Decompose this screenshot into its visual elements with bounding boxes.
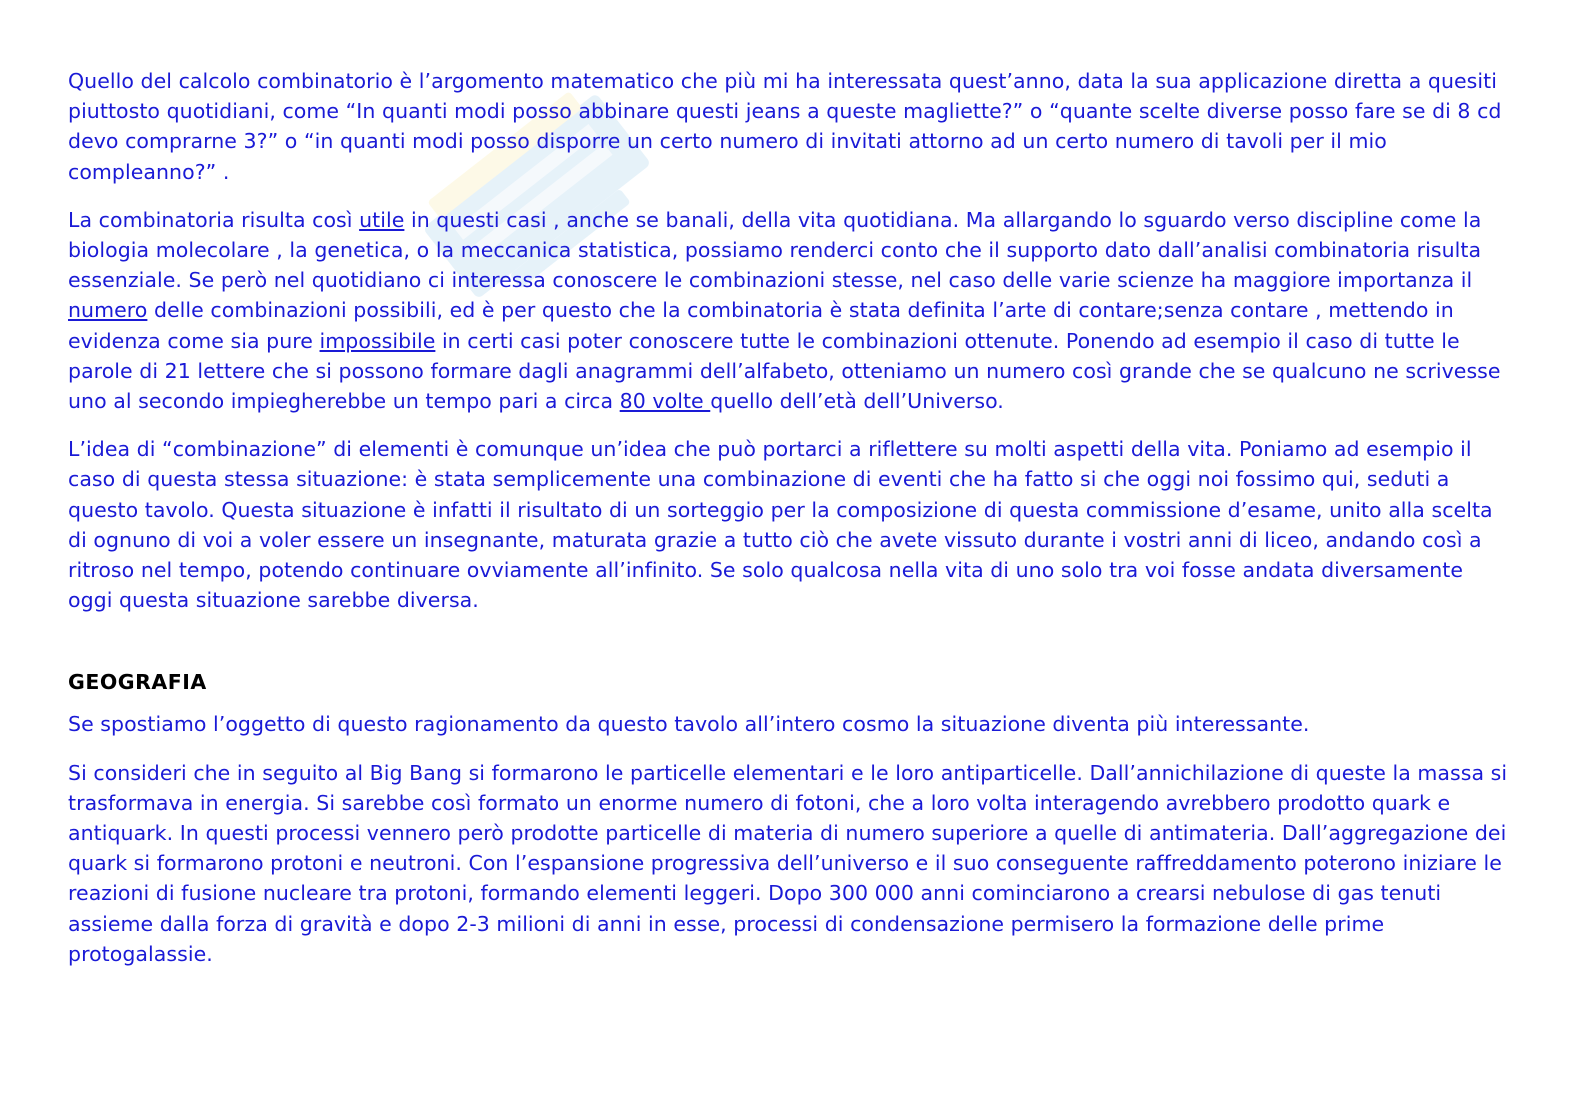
document-page bbox=[68, 66, 1508, 987]
paragraph-combination-idea: L’idea di “combinazione” di elementi è comunque un’idea che può portarci a riflettere su molti aspetti della vita. Poniamo ad esempio il caso di questa stessa situazione: è stata semplicemente una combinazione di eventi che ha fatto si che oggi noi fossimo qui, seduti a questo tavolo. Questa situazione è infatti il risultato di un sorteggio per la composizione di questa commissione d’esame, unito alla scelta di ognuno di voi a voler essere un insegnante, maturata grazie a tutto ciò che avete vissuto durante i vostri anni di liceo, andando così a ritroso nel tempo, potendo continuare ovviamente all’infinito. Se solo qualcosa nella vita di uno solo tra voi fosse andata diversamente oggi questa situazione sarebbe diversa. bbox=[68, 437, 1493, 613]
text-run: La combinatoria risulta così bbox=[68, 207, 360, 232]
text-run: in questi casi , anche se banali, della vita quotidiana. Ma allargando lo sguardo verso discipline come la biologia molecolare , la genetica, o la meccanica statistica, possiamo renderci conto che il supporto dato dall’analisi combinatoria risulta essenziale. Se però nel quotidiano ci interessa conoscere le combinazioni stesse, nel caso delle varie scienze ha maggiore importanza il bbox=[68, 207, 1482, 293]
paragraph-cosmos-intro: Se spostiamo l’oggetto di questo ragionamento da questo tavolo all’intero cosmo la situazione diventa più interessante. bbox=[68, 712, 1310, 737]
underlined-phrase-80-volte: 80 volte bbox=[619, 389, 711, 414]
underlined-word-numero: numero bbox=[68, 298, 148, 323]
text-run: in certi casi poter conoscere tutte le combinazioni ottenute. Ponendo ad esempio il caso di tutte le parole di 21 lettere che si possono formare dagli anagrammi dell’alfabeto, otteniamo un numero così grande che se qualcuno ne scrivesse uno al secondo impiegherebbe un tempo pari a circa bbox=[68, 328, 1501, 414]
paragraph-combinatorics-intro: Quello del calcolo combinatorio è l’argomento matematico che più mi ha interessata quest’anno, data la sua applicazione diretta a quesiti piuttosto quotidiani, come “In quanti modi posso abbinare questi jeans a queste magliette?” o “quante scelte diverse posso fare se di 8 cd devo comprarne 3?” o “in quanti modi posso disporre un certo numero di invitati attorno ad un certo numero di tavoli per il mio compleanno?” . bbox=[68, 69, 1502, 184]
paragraph-big-bang: Si consideri che in seguito al Big Bang si formarono le particelle elementari e le loro antiparticelle. Dall’annichilazione di queste la massa si trasformava in energia. Si sarebbe così formato un enorme numero di fotoni, che a loro volta interagendo avrebbero prodotto quark e antiquark. In questi processi vennero però prodotte particelle di materia di numero superiore a quelle di antimateria. Dall’aggregazione dei quark si formarono protoni e neutroni. Con l’espansione progressiva dell’universo e il suo conseguente raffreddamento poterono iniziare le reazioni di fusione nucleare tra protoni, formando elementi leggeri. Dopo 300 000 anni cominciarono a crearsi nebulose di gas tenuti assieme dalla forza di gravità e dopo 2-3 milioni di anni in esse, processi di condensazione permisero la formazione delle prime protogalassie. bbox=[68, 760, 1508, 966]
underlined-word-utile: utile bbox=[359, 207, 405, 232]
section-heading-geografia: GEOGRAFIA bbox=[68, 670, 207, 695]
underlined-word-impossibile: impossibile bbox=[319, 328, 436, 353]
text-run: quello dell’età dell’Universo. bbox=[710, 389, 1004, 414]
text-run: delle combinazioni possibili, ed è per questo che la combinatoria è stata definita l’arte di contare;senza contare , mettendo in evidenza come sia pure bbox=[68, 298, 1454, 353]
paragraph-combinatorics-science bbox=[68, 205, 1508, 416]
